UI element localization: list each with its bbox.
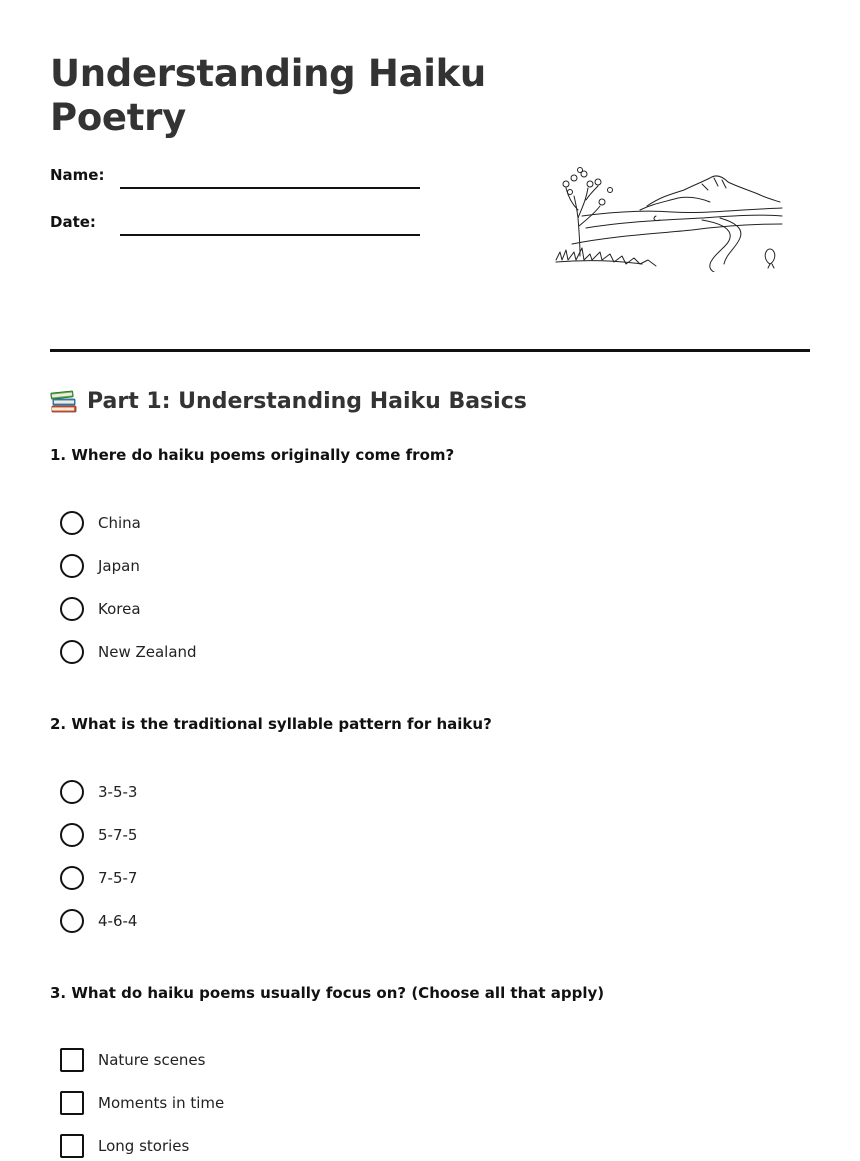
checkbox[interactable] [60, 1091, 84, 1115]
option-label: Moments in time [98, 1094, 225, 1112]
q2-option-3-5-3[interactable] [60, 780, 137, 804]
option-label: 5-7-5 [98, 826, 138, 844]
option-label: Long stories [98, 1137, 190, 1155]
option-label: 7-5-7 [98, 869, 138, 887]
option-label: Korea [98, 600, 141, 618]
q2-option-4-6-4[interactable] [60, 909, 137, 933]
section-divider [50, 349, 810, 352]
option-label: 4-6-4 [98, 912, 138, 930]
radio-button[interactable] [60, 909, 84, 933]
radio-button[interactable] [60, 554, 84, 578]
q1-option-china[interactable] [60, 511, 141, 535]
radio-button[interactable] [60, 823, 84, 847]
q1-option-korea[interactable] [60, 597, 141, 621]
date-field-line[interactable] [120, 234, 420, 236]
checkbox[interactable] [60, 1134, 84, 1158]
radio-button[interactable] [60, 866, 84, 890]
question-3: 3. What do haiku poems usually focus on? (Choose all that apply) [50, 984, 605, 1002]
q2-option-5-7-5[interactable] [60, 823, 137, 847]
radio-button[interactable] [60, 640, 84, 664]
worksheet-title: Understanding Haiku Poetry [50, 52, 486, 139]
date-label: Date: [50, 213, 96, 231]
option-label: New Zealand [98, 643, 197, 661]
part1-heading [50, 388, 527, 414]
landscape-sketch-icon [552, 164, 788, 272]
q3-option-nature-scenes[interactable] [60, 1048, 205, 1072]
radio-button[interactable] [60, 511, 84, 535]
question-2: 2. What is the traditional syllable pattern for haiku? [50, 715, 492, 733]
q1-option-japan[interactable] [60, 554, 140, 578]
name-field-line[interactable] [120, 187, 420, 189]
option-label: 3-5-3 [98, 783, 138, 801]
option-label: Nature scenes [98, 1051, 206, 1069]
radio-button[interactable] [60, 780, 84, 804]
checkbox[interactable] [60, 1048, 84, 1072]
books-icon [50, 388, 78, 414]
q2-option-7-5-7[interactable] [60, 866, 137, 890]
q3-option-moments-in-time[interactable] [60, 1091, 224, 1115]
q3-option-long-stories[interactable] [60, 1134, 189, 1158]
q1-option-new-zealand[interactable] [60, 640, 197, 664]
name-label: Name: [50, 166, 105, 184]
option-label: Japan [98, 557, 140, 575]
question-1: 1. Where do haiku poems originally come from? [50, 446, 455, 464]
part1-heading-text: Part 1: Understanding Haiku Basics [87, 388, 527, 414]
option-label: China [98, 514, 141, 532]
radio-button[interactable] [60, 597, 84, 621]
